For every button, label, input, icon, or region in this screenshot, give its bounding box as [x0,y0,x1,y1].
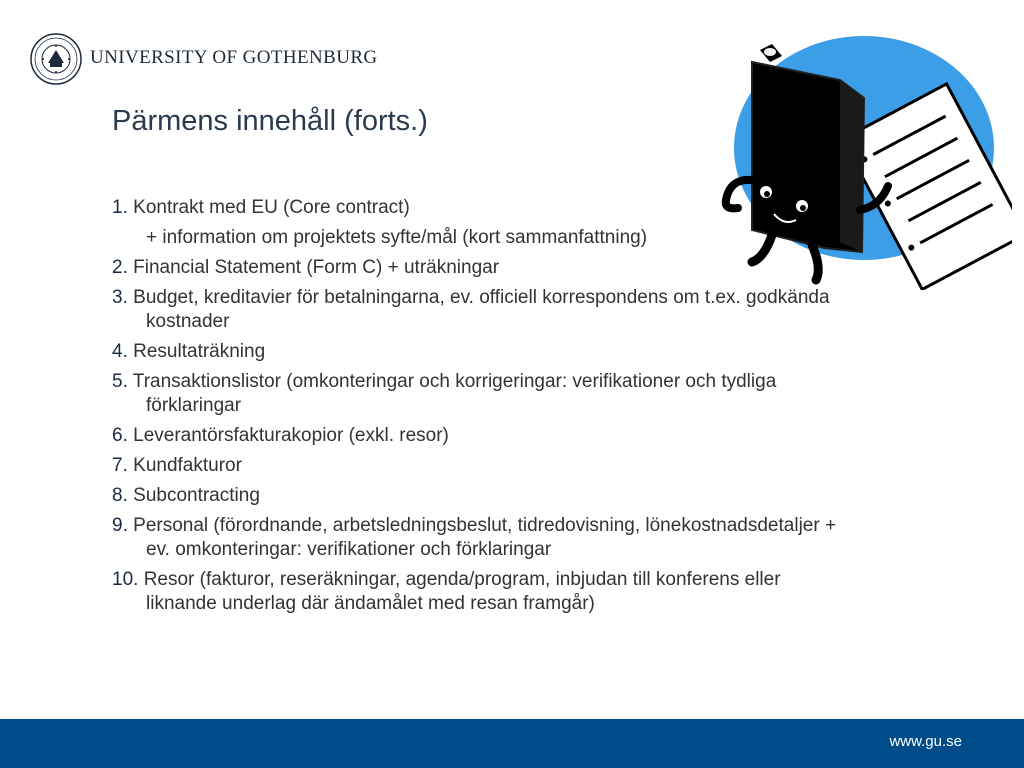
list-item [112,370,852,418]
list-item [112,514,852,562]
item-number: 1. [112,197,128,218]
item-text: Subcontracting [133,485,260,506]
item-text: Kundfakturor [133,455,242,476]
item-text: Transaktionslistor (omkonteringar och korrigeringar: verifikationer och tydliga förklaringar [132,371,777,416]
item-number: 4. [112,341,128,362]
university-name: UNIVERSITY OF GOTHENBURG [90,47,378,68]
item-text: Kontrakt med EU (Core contract) [133,197,410,218]
item-number: 10. [112,569,139,590]
item-number: 3. [112,287,128,308]
website-link[interactable]: www.gu.se [889,733,962,750]
list-item [112,424,852,448]
item-number: 9. [112,515,128,536]
slide-title: Pärmens innehåll (forts.) [112,105,428,137]
list-item [112,340,852,364]
item-text: Resor (fakturor, reseräkningar, agenda/program, inbjudan till konferens eller liknande underlag där ändamålet med resan framgår) [143,569,781,614]
item-text: Resultaträkning [133,341,266,362]
item-number: 8. [112,485,128,506]
item-number: 6. [112,425,128,446]
item-text: Budget, kreditavier för betalningarna, ev. officiell korrespondens om t.ex. godkända kostnader [133,287,830,332]
list-item [112,484,852,508]
item-number: 2. [112,257,128,278]
list-item [112,454,852,478]
university-seal-icon [30,33,82,85]
item-number: 5. [112,371,128,392]
footer-bar [0,719,1024,768]
item-subtext: + information om projektets syfte/mål (kort sammanfattning) [146,227,648,248]
list-item [112,286,852,334]
binder-with-document-icon [712,30,1012,290]
list-item [112,568,852,616]
item-text: Personal (förordnande, arbetsledningsbeslut, tidredovisning, lönekostnadsdetaljer + ev. omkonteringar: verifikationer och förklaringar [133,515,837,560]
item-text: Leverantörsfakturakopior (exkl. resor) [133,425,449,446]
item-number: 7. [112,455,128,476]
item-text: Financial Statement (Form C) + uträkningar [133,257,500,278]
